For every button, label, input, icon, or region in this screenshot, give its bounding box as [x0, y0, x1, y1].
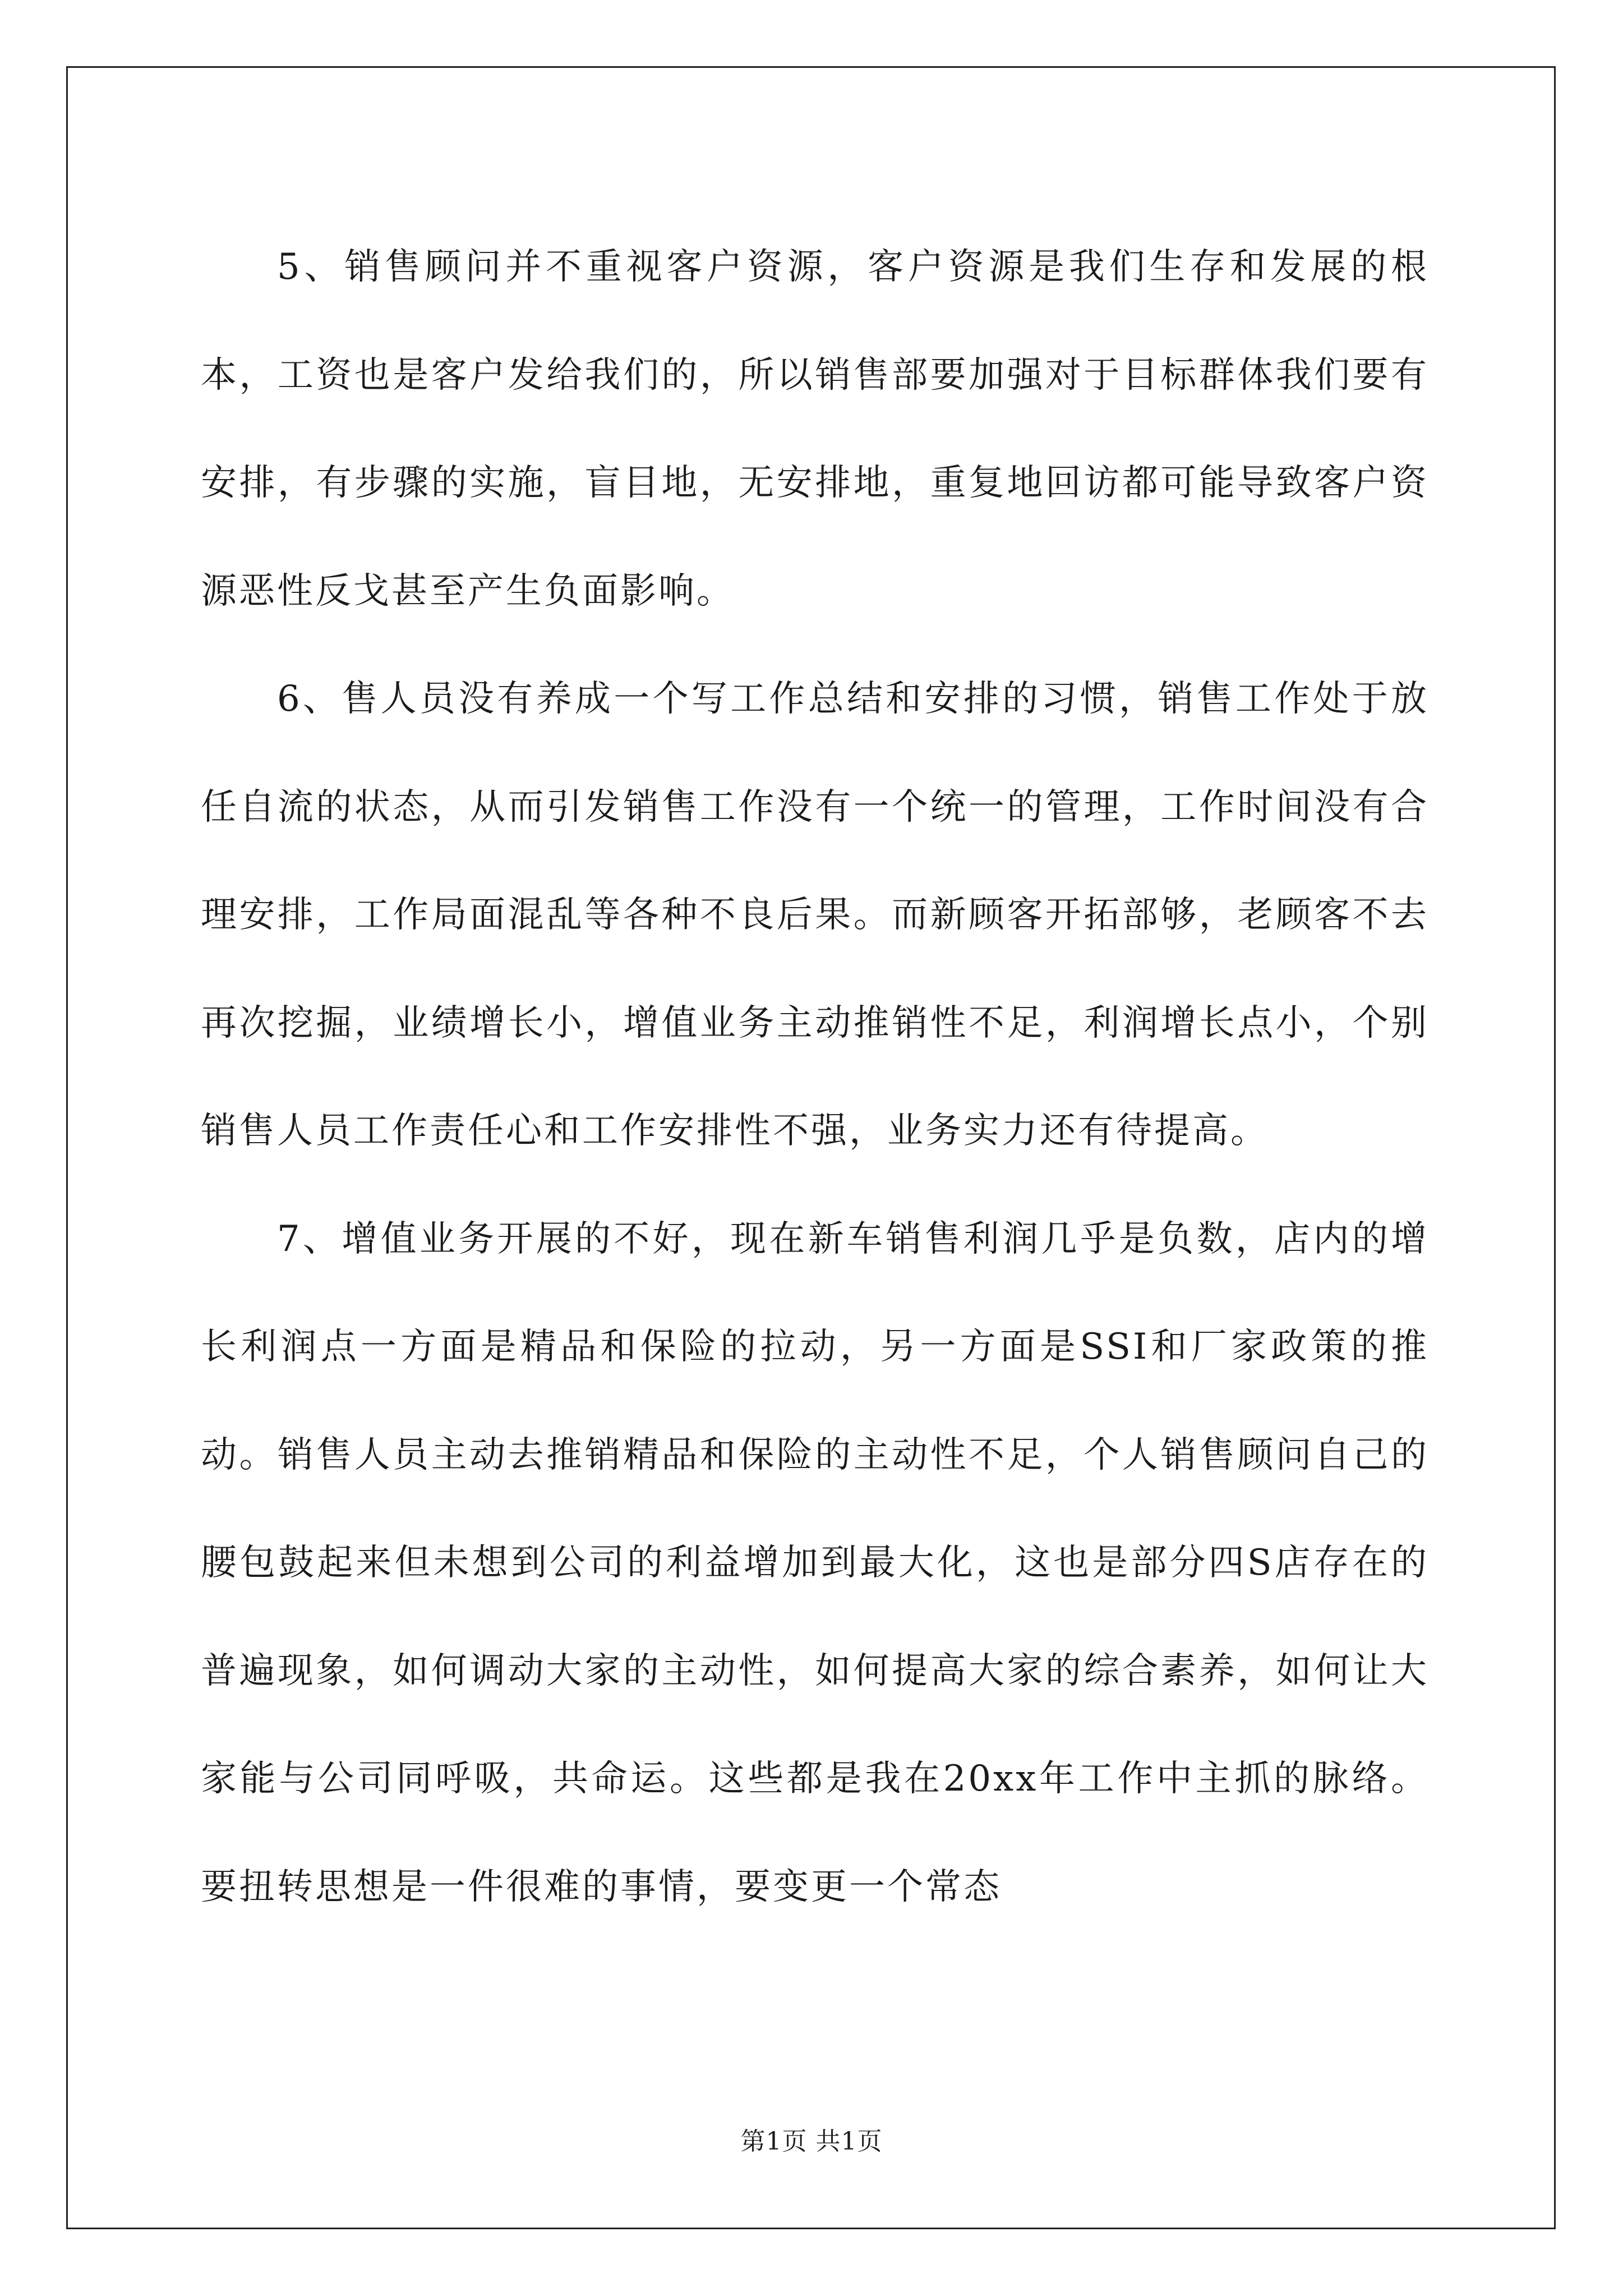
document-body: [201, 213, 1429, 1941]
page-number-label: 第1页 共1页: [740, 2127, 883, 2156]
paragraph-item-6: 6、售人员没有养成一个写工作总结和安排的习惯，销售工作处于放任自流的状态，从而引发销售工作没有一个统一的管理，工作时间没有合理安排，工作局面混乱等各种不良后果。而新顾客开拓部够，老顾客不去再次挖掘，业绩增长小，增值业务主动推销性不足，利润增长点小，个别销售人员工作责任心和工作安排性不强，业务实力还有待提高。: [201, 678, 1429, 1152]
paragraph-item-5: 5、销售顾问并不重视客户资源，客户资源是我们生存和发展的根本，工资也是客户发给我们的，所以销售部要加强对于目标群体我们要有安排，有步骤的实施，盲目地，无安排地，重复地回访都可能导致客户资源恶性反戈甚至产生负面影响。: [201, 246, 1429, 612]
page-footer: [0, 2125, 1623, 2159]
paragraph-item-7: 7、增值业务开展的不好，现在新车销售利润几乎是负数，店内的增长利润点一方面是精品和保险的拉动，另一方面是SSI和厂家政策的推动。销售人员主动去推销精品和保险的主动性不足，个人销售顾问自己的腰包鼓起来但未想到公司的利益增加到最大化，这也是部分四S店存在的普遍现象，如何调动大家的主动性，如何提高大家的综合素养，如何让大家能与公司同呼吸，共命运。这些都是我在20xx年工作中主抓的脉络。要扭转思想是一件很难的事情，要变更一个常态: [201, 1218, 1429, 1908]
